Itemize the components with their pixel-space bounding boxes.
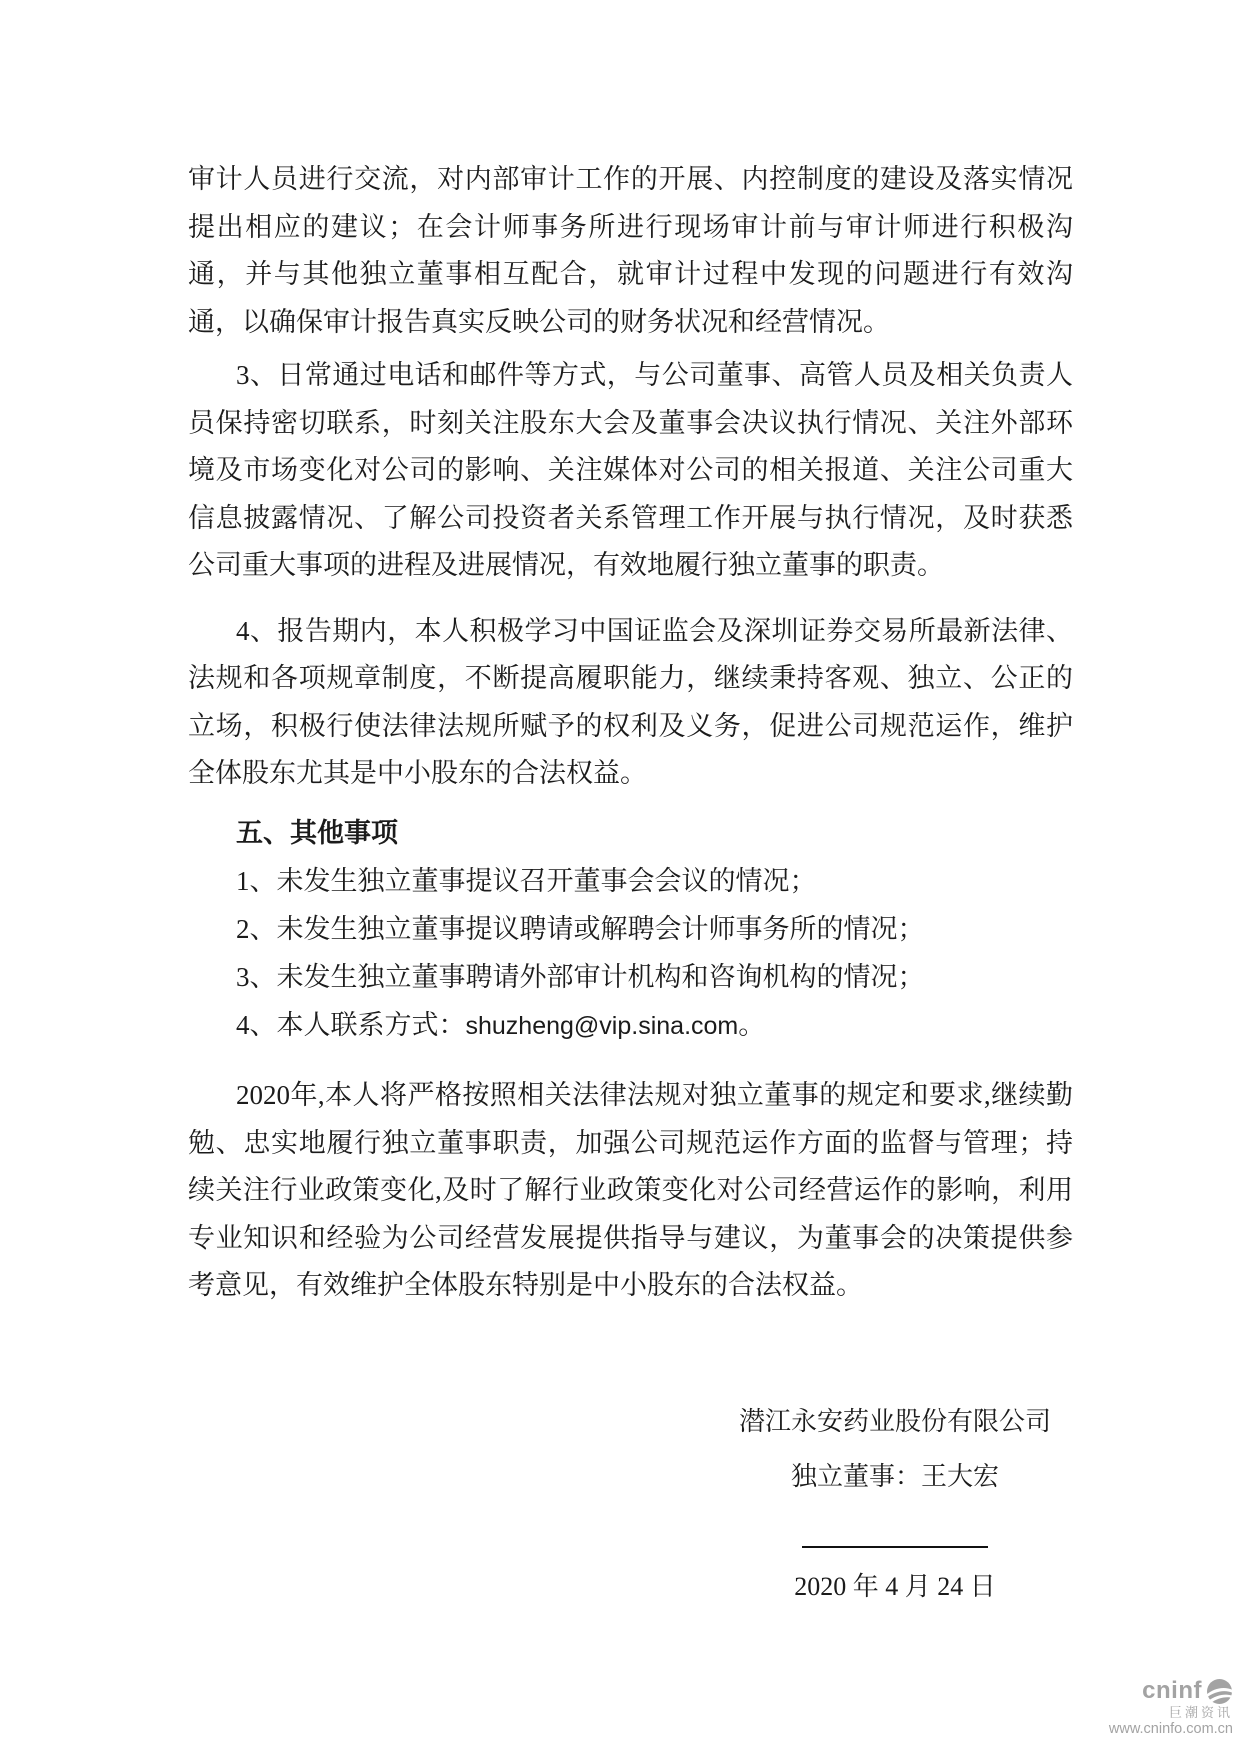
signature-signer: 独立董事：王大宏	[790, 1461, 999, 1491]
cninfo-globe-icon	[1206, 1678, 1233, 1705]
body-paragraph-item3: 3、日常通过电话和邮件等方式，与公司董事、高管人员及相关负责人员保持密切联系，时刻关注股东大会及董事会决议执行情况、关注外部环境及市场变化对公司的影响、关注媒体对公司的相关报道、关注公司重大信息披露情况、了解公司投资者关系管理工作开展与执行情况，及时获悉公司重大事项的进程及进展情况，有效地履行独立董事的职责。	[188, 360, 1073, 580]
list-item-3: 3、未发生独立董事聘请外部审计机构和咨询机构的情况；	[236, 962, 925, 992]
body-paragraph-item4: 4、报告期内，本人积极学习中国证监会及深圳证券交易所最新法律、法规和各项规章制度，不断提高履职能力，继续秉持客观、独立、公正的立场，积极行使法律法规所赋予的权利及义务，促进公司规范运作，维护全体股东尤其是中小股东的合法权益。	[188, 615, 1073, 788]
contact-suffix: 。	[738, 1010, 766, 1040]
signature-company: 潜江永安药业股份有限公司	[738, 1407, 1051, 1436]
signature-block	[695, 1398, 1095, 1611]
list-item-2: 2、未发生独立董事提议聘请或解聘会计师事务所的情况；	[236, 914, 925, 944]
cninfo-brand-chinese: 巨潮资讯	[1168, 1704, 1233, 1720]
cninfo-watermark	[1109, 1678, 1233, 1738]
signature-date: 2020 年 4 月 24 日	[794, 1572, 996, 1601]
signature-line	[802, 1546, 988, 1548]
body-paragraph-continuation: 审计人员进行交流，对内部审计工作的开展、内控制度的建设及落实情况提出相应的建议；在会计师事务所进行现场审计前与审计师进行积极沟通，并与其他独立董事相互配合，就审计过程中发现的问题进行有效沟通，以确保审计报告真实反映公司的财务状况和经营情况。	[188, 164, 1073, 337]
cninfo-url: www.cninfo.com.cn	[1108, 1721, 1233, 1738]
cninfo-logo	[1109, 1678, 1233, 1705]
contact-label: 4、本人联系方式：	[236, 1010, 466, 1040]
list-item-4-contact	[188, 1001, 1073, 1050]
closing-paragraph: 2020年,本人将严格按照相关法律法规对独立董事的规定和要求,继续勤勉、忠实地履行独立董事职责，加强公司规范运作方面的监督与管理；持续关注行业政策变化,及时了解行业政策变化对公司经营运作的影响，利用专业知识和经验为公司经营发展提供指导与建议，为董事会的决策提供参考意见，有效维护全体股东特别是中小股东的合法权益。	[188, 1080, 1073, 1300]
section-heading-other-matters: 五、其他事项	[236, 817, 398, 848]
contact-email: shuzheng@vip.sina.com	[465, 1012, 739, 1040]
list-item-1: 1、未发生独立董事提议召开董事会会议的情况；	[236, 866, 817, 896]
cninfo-logo-text: cninf	[1142, 1677, 1202, 1705]
document-body	[188, 156, 1073, 1310]
